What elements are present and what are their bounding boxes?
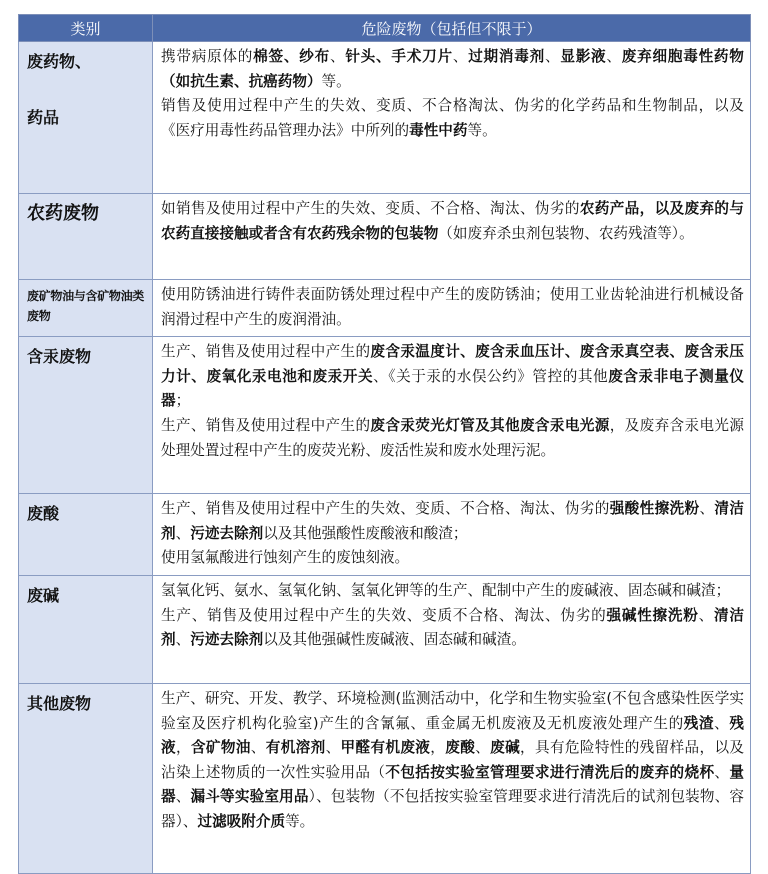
description-paragraph [161, 45, 744, 94]
bold-text-segment: 过期消毒剂 [468, 48, 545, 65]
bold-text-segment: 清洁剂 [161, 606, 744, 649]
category-cell [19, 575, 153, 683]
bold-text-segment: 显影液 [560, 48, 607, 65]
text-segment: 等。 [467, 121, 497, 139]
text-segment: ， [175, 739, 191, 757]
text-segment: 、 [699, 500, 715, 518]
bold-text-segment: 强酸性擦洗粉 [609, 500, 700, 518]
description-paragraph [161, 497, 744, 546]
bold-text-segment: 强碱性擦洗粉 [606, 606, 699, 624]
category-cell [19, 494, 153, 576]
bold-text-segment: 含矿物油 [190, 739, 251, 757]
table-row [19, 280, 751, 337]
description-cell [153, 337, 751, 494]
description-paragraph [161, 283, 744, 332]
text-segment: 以及其他强碱性废碱液、固态碱和碱渣。 [263, 631, 526, 649]
text-segment: 氢氧化钙、氨水、氢氧化钠、氢氧化钾等的生产、配制中产生的废碱液、固态碱和碱渣； [161, 581, 731, 599]
text-segment: 生产、研究、开发、教学、环境检测(监测活动中，化学和生物实验室(不包含感染性医学实验室及医疗机构化验室)产生的含氰氟、重金属无机废液及无机废液处理产生的 [161, 689, 745, 732]
category-label: 废矿物油与含矿物油类废物 [27, 289, 145, 323]
description-cell [153, 683, 751, 873]
category-cell [19, 194, 153, 280]
text-segment: ，及废弃含汞电光源处理处置过程中产生的废荧光粉、废活性炭和废水处理污泥。 [161, 416, 744, 459]
text-segment: ； [175, 392, 191, 410]
text-segment: 、 [175, 631, 191, 649]
description-paragraph [161, 94, 744, 143]
bold-text-segment: 漏斗等实验室用品 [190, 788, 309, 806]
text-segment: 、 [606, 48, 622, 65]
bold-text-segment: 废碱 [490, 739, 521, 757]
text-segment: 生产、销售及使用过程中产生的 [161, 416, 371, 434]
text-segment: 、 [698, 606, 715, 624]
text-segment: 等。 [321, 72, 351, 90]
bold-text-segment: 清洁剂 [161, 500, 744, 542]
bold-text-segment: 毒性中药 [409, 121, 468, 139]
bold-text-segment: 污迹去除剂 [190, 524, 264, 542]
category-label: 废碱 [27, 585, 60, 605]
description-cell [153, 280, 751, 337]
category-cell [19, 337, 153, 494]
text-segment: 、《关于汞的水俣公约》管控的其他 [373, 367, 609, 385]
text-segment: ）、包装物（不包括按实验室管理要求进行清洗后的试剂包装物、容器）、 [161, 788, 744, 830]
text-segment: 使用防锈油进行铸件表面防锈处理过程中产生的废防锈油；使用工业齿轮油进行机械设备润滑过程中产生的废润滑油。 [161, 286, 744, 328]
description-paragraph [161, 340, 744, 414]
bold-text-segment: 残液 [161, 714, 744, 757]
text-segment: 生产、销售及使用过程中产生的失效、变质不合格、淘汰、伪劣的 [161, 606, 607, 624]
header-hazardous-waste: 危险废物（包括但不限于） [153, 15, 751, 42]
description-cell [153, 194, 751, 280]
category-label: 废药物、 药品 [27, 52, 92, 127]
text-segment: 等。 [285, 812, 315, 830]
table-row [19, 42, 751, 194]
bold-text-segment: 废含汞温度计、废含汞血压计、废含汞真空表、废含汞压力计、废氧化汞电池和废汞开关 [161, 343, 744, 385]
text-segment: ，具有危险特性的残留样品，以及沾染上述物质的一次性实验用品（ [161, 739, 744, 781]
text-segment: 销售及使用过程中产生的失效、变质、不合格淘汰、伪劣的化学药品和生物制品，以及《医疗用毒性药品管理办法》中所列的 [161, 97, 744, 139]
bold-text-segment: 甲醛有机废液 [340, 739, 431, 757]
bold-text-segment: 废含汞非电子测量仪器 [161, 367, 744, 410]
text-segment: 生产、销售及使用过程中产生的 [161, 343, 371, 361]
table-row [19, 194, 751, 280]
text-segment: （如废弃杀虫剂包装物、农药残渣等）。 [438, 224, 694, 242]
category-label: 废酸 [27, 504, 60, 524]
bold-text-segment: 废弃细胞毒性药物（如抗生素、抗癌药物） [161, 48, 744, 90]
description-cell [153, 575, 751, 683]
text-segment: 生产、销售及使用过程中产生的失效、变质、不合格、淘汰、伪劣的 [161, 500, 610, 518]
bold-text-segment: 过滤吸附介质 [197, 812, 286, 830]
text-segment: 、 [250, 739, 266, 757]
description-paragraph [161, 579, 744, 604]
category-label: 含汞废物 [27, 347, 92, 367]
bold-text-segment: 棉签、纱布 [253, 48, 330, 65]
description-paragraph [161, 546, 744, 571]
category-cell [19, 42, 153, 194]
text-segment: 、 [452, 48, 469, 65]
text-segment: 、 [175, 788, 191, 806]
text-segment: 以及其他强酸性废酸液和酸渣； [263, 524, 468, 542]
bold-text-segment: 污迹去除剂 [190, 631, 264, 649]
text-segment: 、 [329, 48, 346, 65]
text-segment: 、 [175, 524, 191, 542]
text-segment: 、 [544, 48, 561, 65]
text-segment: 使用氢氟酸进行蚀刻产生的废蚀刻液。 [161, 549, 410, 567]
category-cell [19, 683, 153, 873]
header-category: 类别 [19, 15, 153, 42]
description-cell [153, 42, 751, 194]
description-cell [153, 494, 751, 576]
description-paragraph [161, 197, 744, 246]
text-segment: 如销售及使用过程中产生的失效、变质、不合格、淘汰、伪劣的 [161, 200, 580, 217]
category-label: 其他废物 [27, 693, 92, 713]
bold-text-segment: 针头、手术刀片 [345, 48, 453, 65]
bold-text-segment: 有机溶剂 [265, 739, 326, 757]
bold-text-segment: 量器 [161, 763, 744, 806]
text-segment: 、 [714, 763, 730, 781]
text-segment: 、 [714, 714, 730, 732]
description-paragraph [161, 414, 744, 463]
category-cell [19, 280, 153, 337]
table-row [19, 337, 751, 494]
description-paragraph [161, 687, 744, 835]
bold-text-segment: 残渣 [683, 714, 715, 732]
text-segment: 携带病原体的 [161, 48, 254, 65]
description-paragraph [161, 604, 744, 653]
category-label: 农药废物 [27, 203, 99, 224]
table-row [19, 575, 751, 683]
text-segment: 、 [475, 739, 491, 757]
hazardous-waste-table [18, 14, 751, 874]
bold-text-segment: 农药产品，以及废弃的与农药直接接触或者含有农药残余物的包装物 [161, 200, 744, 242]
text-segment: 、 [325, 739, 341, 757]
table-row [19, 494, 751, 576]
text-segment: ， [430, 739, 446, 757]
bold-text-segment: 废含汞荧光灯管及其他废含汞电光源 [370, 416, 610, 434]
table-row [19, 683, 751, 873]
bold-text-segment: 废酸 [445, 739, 476, 757]
bold-text-segment: 不包括按实验室管理要求进行清洗后的废弃的烧杯 [385, 763, 715, 781]
